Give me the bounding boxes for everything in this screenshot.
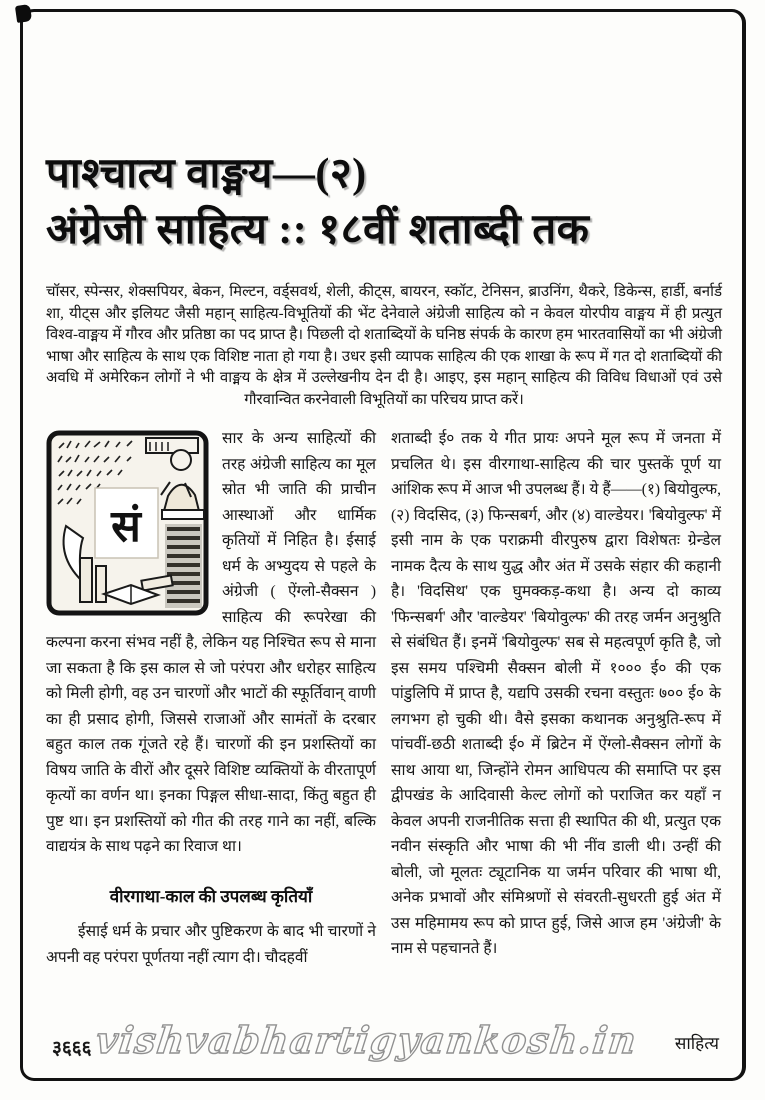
page-title-line2: अंग्रेजी साहित्य :: १८वीं शताब्दी तक — [46, 207, 590, 253]
right-column-paragraph: शताब्दी ई० तक ये गीत प्रायः अपने मूल रूप में जनता में प्रचलित थे। इस वीरगाथा-साहित्य की चार पुस्तकें पूर्ण या आंशिक रूप में आज भी उपलब्ध हैं। ये हैं——(१) बियोवुल्फ, (२) विदसिद, (३) फिन्सबर्ग, और (४) वाल्डेयर। 'बियोवुल्फ' में इसी नाम के एक पराक्रमी वीरपुरुष द्वारा विशेषतः ग्रेन्डेल नामक दैत्य के साथ युद्ध और अंत में उसके संहार की कहानी है। 'विदसिथ' एक घुमक्कड़-कथा है। अन्य दो काव्य 'फिन्सबर्ग' और 'वाल्डेयर' 'बियोवुल्फ' की तरह जर्मन अनुश्रुति से संबंधित हैं। इनमें 'बियोवुल्फ' सब से महत्वपूर्ण कृति है, जो इस समय पश्चिमी सैक्सन बोली में १००० ई० की एक पांडुलिपि में प्राप्त है, यद्यपि उसकी रचना वस्तुतः ७०० ई० के लगभग हो चुकी थी। वैसे इसका कथानक अनुश्रुति-रूप में पांचवीं-छठी शताब्दी ई० में ब्रिटेन में ऐंग्लो-सैक्सन लोगों के साथ आया था, जिन्होंने रोमन आधिपत्य की समाप्ति पर इस द्वीपखंड के आदिवासी केल्ट लोगों को पराजित कर यहाँ न केवल अपनी राजनीतिक सत्ता ही स्थापित की थी, प्रत्युत एक नवीन संस्कृति और भाषा की भी नींव डाली थी। उन्हीं की बोली, जो मूलतः ट्यूटानिक या जर्मन परिवार की भाषा थी, अनेक प्रभावों और संमिश्रणों से संवरती-सुधरती हुई अंत में उस महिमामय रूप को प्राप्त हुई, जिसे आज हम 'अंग्रेजी' के नाम से पहचानते हैं। — [391, 430, 721, 957]
intro-paragraph: चॉसर, स्पेन्सर, शेक्सपियर, बेकन, मिल्टन, वर्ड्सवर्थ, शेली, कीट्स, बायरन, स्कॉट, टेनिसन, ब्राउनिंग, थैकरे, डिकेन्स, हार्डी, बर्नार्ड शा, यीट्स और इलियट जैसी महान् साहित्य-विभूतियों की भेंट देनेवाले अंग्रेजी साहित्य को न केवल योरपीय वाङ्मय में ही प्रत्युत विश्व-वाङ्मय में गौरव और प्रतिष्ठा का पद प्राप्त है। पिछली दो शताब्दियों के घनिष्ठ संपर्क के कारण हम भारतवासियों का भी अंग्रेजी भाषा और साहित्य के साथ एक विशिष्ट नाता हो गया है। उधर इसी व्यापक साहित्य की एक शाखा के रूप में गत दो शताब्दियों की अवधि में अमेरिकन लोगों ने भी वाङ्मय के क्षेत्र में उल्लेखनीय देन दी है। आइए, इस महान् साहित्य की विविध विधाओं एवं उसे गौरवान्वित करनेवाली विभूतियों का परिचय प्राप्त करें। — [46, 284, 722, 408]
scribe-manuscript-woodcut-image — [46, 430, 209, 616]
watermark-text: vishvabhartigyankosh.in — [93, 1018, 640, 1062]
dropcap-letter: सं — [111, 502, 141, 551]
left-column-paragraph-2: ईसाई धर्म के प्रचार और पुष्टिकरण के बाद भी चारणों ने अपनी वह परंपरा पूर्णतया नहीं त्याग दी। चौदहवीं — [46, 923, 376, 966]
page-content — [46, 146, 722, 970]
page-title-line1: पाश्चात्य वाङ्मय—(२) — [46, 151, 367, 197]
right-column — [391, 426, 721, 970]
left-column-paragraph — [46, 426, 376, 860]
section-label: साहित्य — [674, 1034, 719, 1053]
manuscript-text-block — [165, 524, 202, 608]
two-column-body — [46, 426, 722, 970]
page-number: ३६६६ — [52, 1038, 92, 1059]
page-title — [46, 146, 722, 258]
left-column — [46, 426, 376, 970]
section-subheading: वीरगाथा-काल की उपलब्ध कृतियाँ — [109, 886, 313, 906]
left-column-text: सार के अन्य साहित्यों की तरह अंग्रेजी साहित्य का मूल स्रोत भी जाति की प्राचीन आस्थाओं और धार्मिक कृतियों में निहित है। ईसाई धर्म के अभ्युदय से पहले के अंग्रेजी ( ऐंग्लो-सैक्सन ) साहित्य की रूपरेखा की कल्पना करना संभव नहीं है, लेकिन यह निश्चित रूप से माना जा सकता है कि इस काल से जो परंपरा और धरोहर साहित्य को मिली होगी, वह उन चारणों और भाटों की स्फूर्तिवान् वाणी का ही प्रसाद होगी, जिससे राजाओं और सामंतों के दरबार बहुत काल तक गूंजते रहे हैं। चारणों की इन प्रशस्तियों का विषय जाति के वीरों और दूसरे विशिष्ट व्यक्तियों के वीरतापूर्ण कृत्यों का वर्णन था। इनका पिङ्गल सीधा-सादा, किंतु बहुत ही पुष्ट था। इन प्रशस्तियों को गीत की तरह गाने का नहीं, बल्कि वाद्ययंत्र के साथ पढ़ने का रिवाज था। — [46, 430, 376, 855]
